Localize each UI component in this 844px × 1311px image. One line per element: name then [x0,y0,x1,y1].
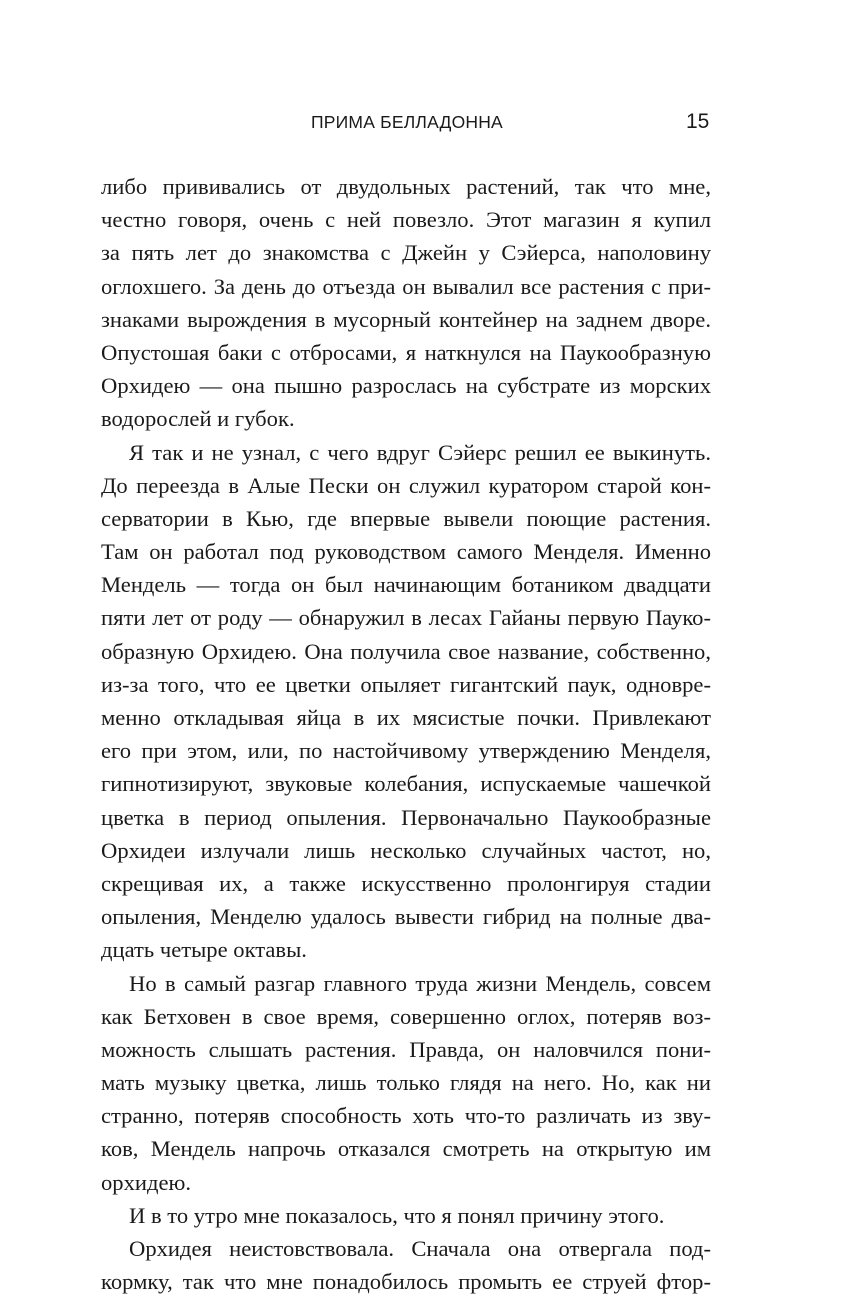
paragraph [101,1199,711,1232]
text-line: Опустошая баки с отбросами, я наткнулся на Паукообразную [101,339,711,365]
paragraph [101,170,711,436]
body-text [101,170,711,1298]
text-line: И в то утро мне показалось, что я понял причину этого. [129,1202,665,1228]
paragraph [101,967,711,1199]
text-line: гипнотизируют, звуковые колебания, испускаемые чашечкой [101,771,711,797]
text-line: Мендель — тогда он был начинающим ботаником двадцати [101,572,711,598]
text-line: как Бетховен в свое время, совершенно оглох, потеряв воз- [101,1003,711,1029]
text-line: за пять лет до знакомства с Джейн у Сэйерса, наполовину [101,240,711,266]
text-line: Орхидею — она пышно разрослась на субстрате из морских [101,373,711,399]
running-title: ПРИМА БЕЛЛАДОННА [311,112,503,132]
text-line: серватории в Кью, где впервые вывели поющие растения. [101,505,711,531]
text-line: Орхидея неистовствовала. Сначала она отвергала под- [129,1236,711,1261]
text-line: ков, Мендель напрочь отказался смотреть на открытую им [101,1136,711,1162]
text-line: честно говоря, очень с ней повезло. Этот магазин я купил [101,207,711,233]
text-line: дцать четыре октавы. [101,937,307,963]
running-head [0,110,844,140]
paragraph [101,1232,711,1298]
text-line: его при этом, или, по настойчивому утверждению Менделя, [101,738,711,764]
text-line: Я так и не узнал, с чего вдруг Сэйерс решил ее выкинуть. [129,439,711,465]
text-line: из-за того, что ее цветки опыляет гигантский паук, одновре- [101,671,711,697]
text-line: водорослей и губок. [101,406,295,432]
text-line: мать музыку цветка, лишь только глядя на него. Но, как ни [101,1070,711,1096]
page-number: 15 [686,110,710,133]
text-line: странно, потеряв способность хоть что-то различать из зву- [101,1103,711,1129]
text-line: Но в самый разгар главного труда жизни Мендель, совсем [129,970,711,996]
text-line: кормку, так что мне понадобилось промыть ее струей фтор- [101,1269,711,1295]
text-line: оглохшего. За день до отъезда он вывалил все растения с при- [101,273,711,299]
text-line: знаками вырождения в мусорный контейнер на заднем дворе. [101,306,711,332]
text-line: Там он работал под руководством самого Менделя. Именно [101,539,711,565]
text-line: образную Орхидею. Она получила свое название, собственно, [101,638,711,664]
text-line: Орхидеи излучали лишь несколько случайных частот, но, [101,837,711,863]
text-line: опыления, Менделю удалось вывести гибрид на полные два- [101,904,711,930]
text-line: пяти лет от роду — обнаружил в лесах Гайаны первую Пауко- [101,605,711,631]
text-line: цветка в период опыления. Первоначально Паукообразные [101,804,711,830]
paragraph [101,436,711,967]
text-line: До переезда в Алые Пески он служил куратором старой кон- [101,472,711,498]
text-line: скрещивая их, а также искусственно пролонгируя стадии [101,870,711,896]
text-line: менно откладывая яйца в их мясистые почки. Привлекают [101,705,711,730]
text-line: можность слышать растения. Правда, он наловчился пони- [101,1036,711,1062]
text-line: орхидею. [101,1169,192,1195]
text-line: либо прививались от двудольных растений, так что мне, [101,174,711,199]
